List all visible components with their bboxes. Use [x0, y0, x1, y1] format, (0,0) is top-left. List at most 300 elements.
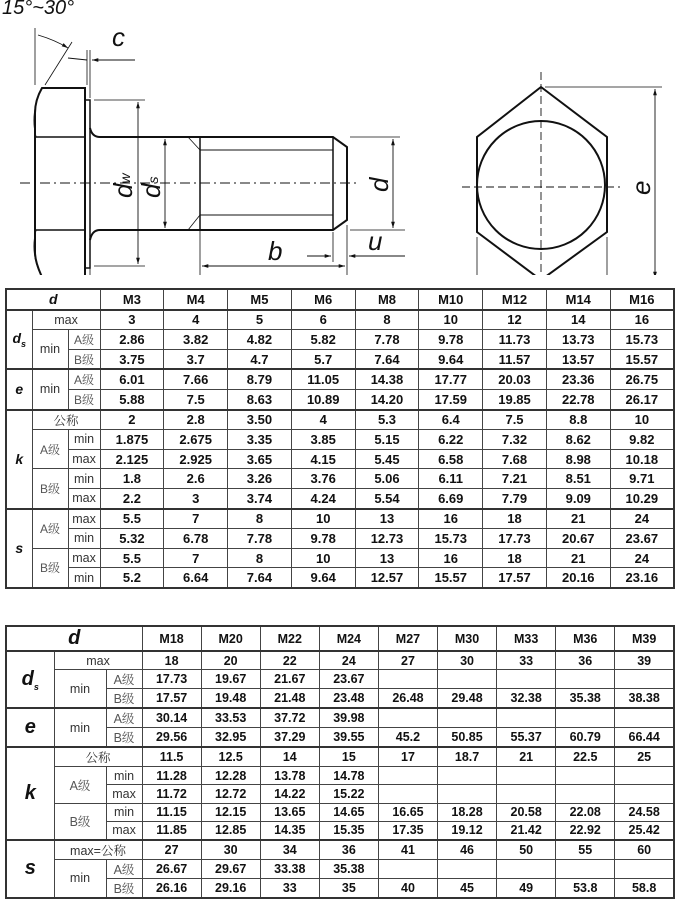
value-cell: [615, 708, 674, 728]
value-cell: 8.62: [546, 430, 610, 450]
value-cell: 10.29: [610, 488, 674, 508]
value-cell: 4.15: [291, 449, 355, 469]
value-cell: 15.35: [319, 821, 378, 840]
value-cell: 45.2: [378, 728, 437, 748]
row-sublabel: min: [68, 430, 100, 450]
value-cell: 1.8: [100, 469, 164, 489]
value-cell: 32.95: [201, 728, 260, 748]
value-cell: 30: [201, 840, 260, 860]
value-cell: [556, 859, 615, 878]
value-cell: 5.88: [100, 389, 164, 409]
size-header: M22: [260, 626, 319, 651]
value-cell: [438, 708, 497, 728]
value-cell: 3.76: [291, 469, 355, 489]
value-cell: 17.73: [142, 670, 201, 689]
size-header: M20: [201, 626, 260, 651]
dimension-table-m18-m39: [5, 625, 675, 899]
value-cell: 3.35: [228, 430, 292, 450]
value-cell: 39.98: [319, 708, 378, 728]
symbol-k: [6, 747, 54, 840]
value-cell: 24: [610, 509, 674, 529]
symbol-text: d: [21, 667, 34, 690]
size-header: M24: [319, 626, 378, 651]
symbol-k: [6, 410, 32, 509]
symbol-text: e: [24, 716, 36, 739]
value-cell: [438, 670, 497, 689]
symbol-ds: [6, 651, 54, 708]
table-row: [6, 449, 674, 469]
value-cell: 23.48: [319, 689, 378, 709]
value-cell: [438, 767, 497, 785]
value-cell: 10.89: [291, 389, 355, 409]
header-label: d: [6, 626, 142, 651]
value-cell: 21: [497, 747, 556, 767]
row-sublabel: A级: [68, 330, 100, 350]
table-row: [6, 821, 674, 840]
row-label: 公称: [54, 747, 142, 767]
table-row: [6, 389, 674, 409]
value-cell: 3.7: [164, 349, 228, 369]
value-cell: 12.85: [201, 821, 260, 840]
value-cell: 37.29: [260, 728, 319, 748]
value-cell: 7.64: [228, 568, 292, 588]
value-cell: 17.35: [378, 821, 437, 840]
row-label: min: [54, 708, 106, 747]
table-row: [6, 728, 674, 748]
value-cell: 11.73: [483, 330, 547, 350]
table-row: [6, 708, 674, 728]
row-label: B级: [32, 469, 68, 509]
value-cell: 18.28: [438, 803, 497, 821]
table-row: [6, 670, 674, 689]
value-cell: 6.78: [164, 529, 228, 549]
value-cell: 18: [142, 651, 201, 670]
value-cell: 7.78: [228, 529, 292, 549]
symbol-s: [6, 509, 32, 588]
value-cell: 8: [228, 509, 292, 529]
value-cell: 5.15: [355, 430, 419, 450]
value-cell: 4.24: [291, 488, 355, 508]
value-cell: 8: [228, 548, 292, 568]
row-label: min: [32, 330, 68, 370]
table-row: [6, 767, 674, 785]
header-label: d: [6, 289, 100, 310]
value-cell: 8.79: [228, 369, 292, 389]
c-label: c: [112, 22, 125, 52]
value-cell: 16.65: [378, 803, 437, 821]
bolt-side-view: [34, 88, 347, 275]
value-cell: 25.42: [615, 821, 674, 840]
header-row: [6, 289, 674, 310]
value-cell: 29.16: [201, 878, 260, 898]
value-cell: 10: [291, 509, 355, 529]
ds-label: ds: [136, 176, 166, 198]
symbol-text: k: [24, 782, 36, 805]
hex-bolt-drawing: [0, 0, 680, 275]
value-cell: 5.06: [355, 469, 419, 489]
value-cell: 25: [615, 747, 674, 767]
row-sublabel: min: [68, 529, 100, 549]
value-cell: 35.38: [556, 689, 615, 709]
row-sublabel: max: [68, 548, 100, 568]
value-cell: 2: [100, 410, 164, 430]
value-cell: 32.38: [497, 689, 556, 709]
value-cell: 22.78: [546, 389, 610, 409]
table-row: [6, 568, 674, 588]
value-cell: 29.67: [201, 859, 260, 878]
value-cell: 26.16: [142, 878, 201, 898]
value-cell: 30: [438, 651, 497, 670]
value-cell: 50.85: [438, 728, 497, 748]
value-cell: 20: [201, 651, 260, 670]
value-cell: 29.48: [438, 689, 497, 709]
row-sublabel: A级: [106, 708, 142, 728]
value-cell: 29.56: [142, 728, 201, 748]
value-cell: [615, 670, 674, 689]
value-cell: 46: [438, 840, 497, 860]
value-cell: 4: [164, 310, 228, 330]
value-cell: 10: [419, 310, 483, 330]
value-cell: 11.15: [142, 803, 201, 821]
value-cell: 15.57: [419, 568, 483, 588]
value-cell: 3: [164, 488, 228, 508]
value-cell: 17: [378, 747, 437, 767]
value-cell: 21: [546, 509, 610, 529]
value-cell: [497, 708, 556, 728]
value-cell: 3: [100, 310, 164, 330]
row-sublabel: B级: [106, 728, 142, 748]
value-cell: 7.21: [483, 469, 547, 489]
value-cell: [615, 859, 674, 878]
row-sublabel: max: [68, 509, 100, 529]
value-cell: [497, 767, 556, 785]
size-header: M33: [497, 626, 556, 651]
value-cell: 2.925: [164, 449, 228, 469]
value-cell: 11.05: [291, 369, 355, 389]
value-cell: 36: [319, 840, 378, 860]
value-cell: 16: [419, 509, 483, 529]
row-label: min: [32, 369, 68, 409]
value-cell: 11.85: [142, 821, 201, 840]
size-header: M6: [291, 289, 355, 310]
row-sublabel: B级: [106, 878, 142, 898]
symbol-text: k: [15, 451, 24, 468]
value-cell: 17.73: [483, 529, 547, 549]
row-label: B级: [54, 803, 106, 840]
value-cell: 19.85: [483, 389, 547, 409]
value-cell: 24: [319, 651, 378, 670]
value-cell: 14: [546, 310, 610, 330]
value-cell: 26.75: [610, 369, 674, 389]
value-cell: 15.73: [419, 529, 483, 549]
value-cell: 5.3: [355, 410, 419, 430]
value-cell: 5.54: [355, 488, 419, 508]
size-header: M16: [610, 289, 674, 310]
d-label: d: [364, 177, 394, 192]
value-cell: 21.42: [497, 821, 556, 840]
value-cell: 6.01: [100, 369, 164, 389]
value-cell: [556, 785, 615, 803]
value-cell: 15.57: [610, 349, 674, 369]
value-cell: 7.5: [483, 410, 547, 430]
value-cell: 3.85: [291, 430, 355, 450]
table-row: [6, 509, 674, 529]
value-cell: 18: [483, 509, 547, 529]
value-cell: 23.67: [610, 529, 674, 549]
value-cell: 3.75: [100, 349, 164, 369]
value-cell: 11.28: [142, 767, 201, 785]
value-cell: 2.125: [100, 449, 164, 469]
value-cell: 55.37: [497, 728, 556, 748]
value-cell: 13.73: [546, 330, 610, 350]
table-row: [6, 529, 674, 549]
value-cell: 5.32: [100, 529, 164, 549]
value-cell: 6.4: [419, 410, 483, 430]
value-cell: 13.57: [546, 349, 610, 369]
value-cell: 38.38: [615, 689, 674, 709]
value-cell: 33.38: [260, 859, 319, 878]
value-cell: 33.53: [201, 708, 260, 728]
value-cell: 8.63: [228, 389, 292, 409]
value-cell: 17.77: [419, 369, 483, 389]
table-row: [6, 651, 674, 670]
table-row: [6, 803, 674, 821]
value-cell: [615, 767, 674, 785]
dimension-table-m3-m16: [5, 288, 675, 589]
symbol-text: e: [15, 381, 24, 398]
row-sublabel: A级: [68, 369, 100, 389]
row-sublabel: max: [106, 785, 142, 803]
value-cell: 14.38: [355, 369, 419, 389]
value-cell: 10: [610, 410, 674, 430]
symbol-e: [6, 708, 54, 747]
value-cell: 23.67: [319, 670, 378, 689]
symbol-text: d: [12, 330, 22, 347]
value-cell: 11.72: [142, 785, 201, 803]
value-cell: 33: [260, 878, 319, 898]
value-cell: [378, 785, 437, 803]
row-label: max: [32, 310, 100, 330]
value-cell: 34: [260, 840, 319, 860]
value-cell: 14.35: [260, 821, 319, 840]
value-cell: 33: [497, 651, 556, 670]
value-cell: [378, 670, 437, 689]
row-label: min: [54, 670, 106, 709]
value-cell: 26.17: [610, 389, 674, 409]
value-cell: 21.67: [260, 670, 319, 689]
value-cell: 17.57: [483, 568, 547, 588]
value-cell: 55: [556, 840, 615, 860]
row-label: min: [54, 859, 106, 898]
value-cell: 22.5: [556, 747, 615, 767]
value-cell: 12.73: [355, 529, 419, 549]
size-header: M4: [164, 289, 228, 310]
value-cell: 4.82: [228, 330, 292, 350]
value-cell: 50: [497, 840, 556, 860]
symbol-e: [6, 369, 32, 409]
value-cell: 58.8: [615, 878, 674, 898]
symbol-ds: [6, 310, 32, 370]
value-cell: 21.48: [260, 689, 319, 709]
value-cell: 45: [438, 878, 497, 898]
value-cell: 19.48: [201, 689, 260, 709]
value-cell: 4.7: [228, 349, 292, 369]
value-cell: 60.79: [556, 728, 615, 748]
row-label: A级: [32, 509, 68, 549]
value-cell: 13.65: [260, 803, 319, 821]
value-cell: 15: [319, 747, 378, 767]
value-cell: 14.65: [319, 803, 378, 821]
table-row: [6, 747, 674, 767]
value-cell: 7.68: [483, 449, 547, 469]
row-label: A级: [32, 430, 68, 469]
value-cell: 7.78: [355, 330, 419, 350]
row-sublabel: max: [68, 449, 100, 469]
row-label: 公称: [32, 410, 100, 430]
size-header: M3: [100, 289, 164, 310]
size-header: M10: [419, 289, 483, 310]
value-cell: 20.58: [497, 803, 556, 821]
size-header: M18: [142, 626, 201, 651]
value-cell: 19.12: [438, 821, 497, 840]
value-cell: 22.08: [556, 803, 615, 821]
symbol-s: [6, 840, 54, 898]
value-cell: 16: [610, 310, 674, 330]
value-cell: 8.8: [546, 410, 610, 430]
row-sublabel: A级: [106, 859, 142, 878]
value-cell: 3.82: [164, 330, 228, 350]
value-cell: 11.5: [142, 747, 201, 767]
size-header: M8: [355, 289, 419, 310]
value-cell: 14: [260, 747, 319, 767]
table-row: [6, 330, 674, 350]
row-sublabel: B级: [106, 689, 142, 709]
value-cell: 53.8: [556, 878, 615, 898]
size-header: M12: [483, 289, 547, 310]
value-cell: 11.57: [483, 349, 547, 369]
row-sublabel: max: [68, 488, 100, 508]
value-cell: 13: [355, 509, 419, 529]
value-cell: 7.5: [164, 389, 228, 409]
row-sublabel: B级: [68, 389, 100, 409]
value-cell: 5.5: [100, 509, 164, 529]
row-sublabel: min: [106, 803, 142, 821]
value-cell: 8.51: [546, 469, 610, 489]
table-row: [6, 469, 674, 489]
table-row: [6, 488, 674, 508]
value-cell: 15.22: [319, 785, 378, 803]
size-header: M30: [438, 626, 497, 651]
value-cell: 5: [228, 310, 292, 330]
symbol-text: s: [24, 857, 36, 880]
table-row: [6, 840, 674, 860]
value-cell: 23.16: [610, 568, 674, 588]
value-cell: 12.15: [201, 803, 260, 821]
dw-label: dw: [108, 173, 138, 198]
value-cell: 24: [610, 548, 674, 568]
value-cell: 26.67: [142, 859, 201, 878]
value-cell: 16: [419, 548, 483, 568]
row-sublabel: min: [68, 469, 100, 489]
bolt-head-top-view: [477, 87, 607, 275]
value-cell: 24.58: [615, 803, 674, 821]
value-cell: 27: [378, 651, 437, 670]
value-cell: 18: [483, 548, 547, 568]
value-cell: 27: [142, 840, 201, 860]
value-cell: 6.58: [419, 449, 483, 469]
value-cell: [438, 859, 497, 878]
size-header: M5: [228, 289, 292, 310]
size-header: M36: [556, 626, 615, 651]
row-sublabel: min: [106, 767, 142, 785]
value-cell: 49: [497, 878, 556, 898]
value-cell: 22.92: [556, 821, 615, 840]
value-cell: 23.36: [546, 369, 610, 389]
value-cell: 6: [291, 310, 355, 330]
value-cell: 15.73: [610, 330, 674, 350]
value-cell: 5.5: [100, 548, 164, 568]
value-cell: 9.64: [419, 349, 483, 369]
symbol-text: s: [15, 540, 24, 557]
value-cell: 5.7: [291, 349, 355, 369]
value-cell: 19.67: [201, 670, 260, 689]
value-cell: 5.45: [355, 449, 419, 469]
value-cell: 2.8: [164, 410, 228, 430]
table-row: [6, 410, 674, 430]
value-cell: 3.65: [228, 449, 292, 469]
value-cell: 12.5: [201, 747, 260, 767]
value-cell: [615, 785, 674, 803]
value-cell: 9.71: [610, 469, 674, 489]
value-cell: 2.675: [164, 430, 228, 450]
value-cell: 8.98: [546, 449, 610, 469]
value-cell: 13: [355, 548, 419, 568]
value-cell: 5.82: [291, 330, 355, 350]
row-label: B级: [32, 548, 68, 588]
value-cell: 18.7: [438, 747, 497, 767]
value-cell: [497, 785, 556, 803]
table-row: [6, 859, 674, 878]
value-cell: 21: [546, 548, 610, 568]
value-cell: 6.69: [419, 488, 483, 508]
row-label: max=公称: [54, 840, 142, 860]
value-cell: 10: [291, 548, 355, 568]
value-cell: [438, 785, 497, 803]
table-row: [6, 548, 674, 568]
value-cell: 9.78: [419, 330, 483, 350]
table-row: [6, 369, 674, 389]
value-cell: 66.44: [615, 728, 674, 748]
table-row: [6, 878, 674, 898]
value-cell: 7.79: [483, 488, 547, 508]
value-cell: [556, 670, 615, 689]
value-cell: 12.28: [201, 767, 260, 785]
symbol-subscript: s: [21, 338, 27, 349]
value-cell: 10.18: [610, 449, 674, 469]
size-header: M14: [546, 289, 610, 310]
value-cell: 9.09: [546, 488, 610, 508]
value-cell: 41: [378, 840, 437, 860]
value-cell: [556, 708, 615, 728]
table-row: [6, 430, 674, 450]
value-cell: 9.78: [291, 529, 355, 549]
value-cell: 26.48: [378, 689, 437, 709]
value-cell: 20.16: [546, 568, 610, 588]
value-cell: 3.50: [228, 410, 292, 430]
value-cell: [378, 708, 437, 728]
value-cell: 6.22: [419, 430, 483, 450]
size-header: M27: [378, 626, 437, 651]
